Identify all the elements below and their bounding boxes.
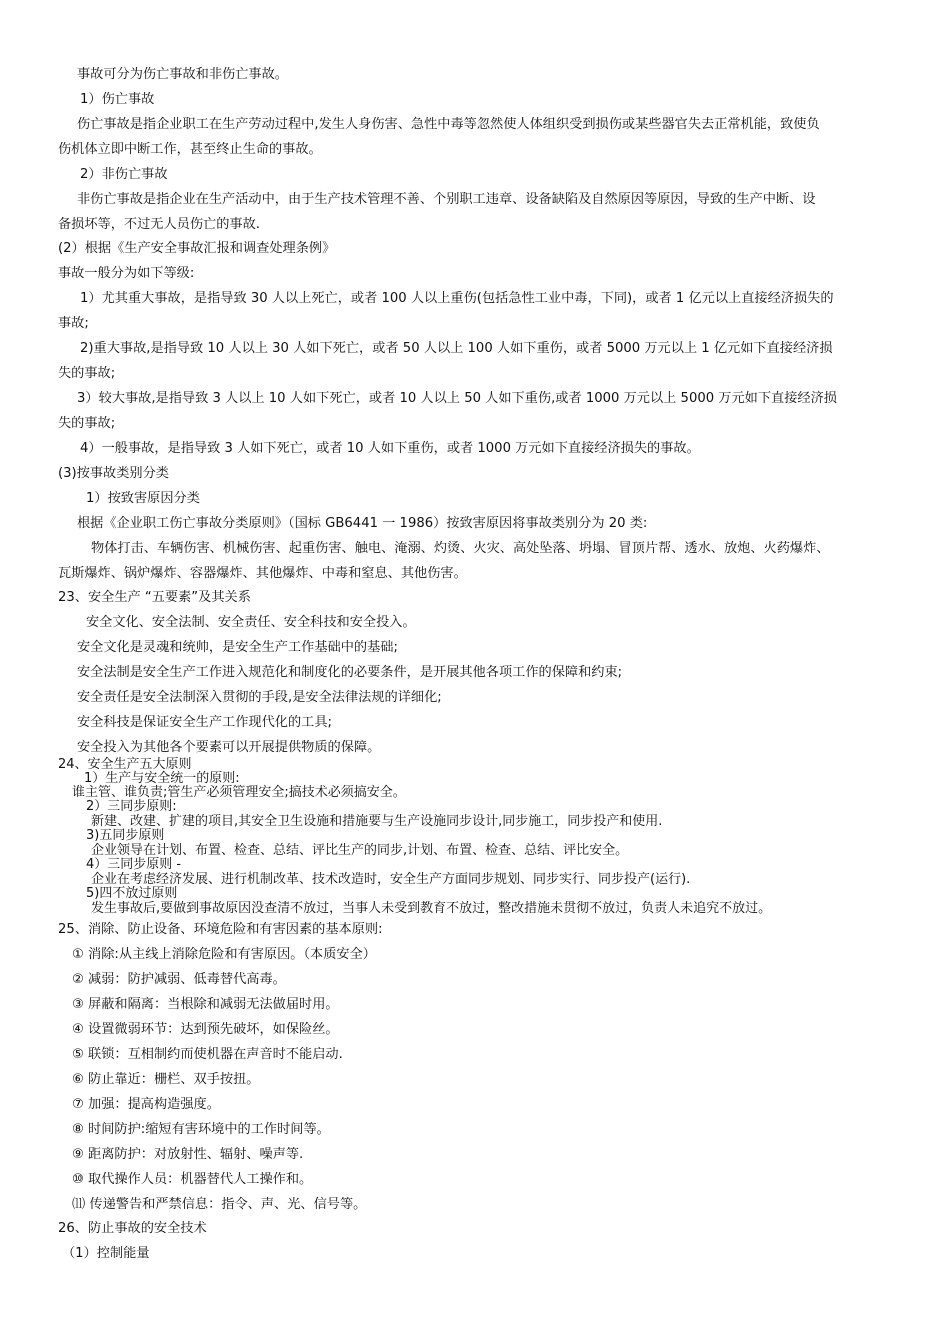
text-line: 物体打击、车辆伤害、机械伤害、起重伤害、触电、淹溺、灼烫、火灾、高处坠落、坍塌、冒顶片帮、透水、放炮、火药爆炸、 — [91, 541, 830, 556]
text-line: 5)四不放过原则 — [86, 886, 178, 901]
text-line: 根据《企业职工伤亡事故分类原则》（国标 GB6441 一 1986）按致害原因将事故类别分为 20 类: — [77, 516, 648, 531]
text-line: 伤机体立即中断工作，甚至终止生命的事故。 — [58, 142, 322, 157]
text-line: 26、防止事故的安全技术 — [58, 1221, 207, 1236]
text-line: 4）三同步原则 - — [86, 857, 182, 872]
text-line: ⑤ 联锁：互相制约而使机器在声音时不能启动. — [72, 1047, 343, 1062]
text-line: 安全文化是灵魂和统帅，是安全生产工作基础中的基础; — [77, 640, 398, 655]
text-line: 失的事故; — [58, 366, 116, 381]
text-line: 2)重大事故,是指导致 10 人以上 30 人如下死亡，或者 50 人以上 100 人如下重伤，或者 5000 万元以上 1 亿元如下直接经济损 — [80, 341, 833, 356]
text-line: 企业领导在计划、布置、检查、总结、评比生产的同步,计划、布置、检查、总结、评比安全。 — [91, 843, 629, 858]
text-line: 安全文化、安全法制、安全责任、安全科技和安全投入。 — [86, 615, 416, 630]
text-line: 瓦斯爆炸、锅炉爆炸、容器爆炸、其他爆炸、中毒和窒息、其他伤害。 — [58, 566, 467, 581]
text-line: 3)五同步原则 — [86, 828, 165, 843]
text-line: 1）按致害原因分类 — [86, 491, 200, 506]
text-line: （1）控制能量 — [62, 1246, 150, 1261]
text-line: 23、安全生产 “五要素”及其关系 — [58, 590, 251, 605]
text-line: 企业在考虑经济发展、进行机制改革、技术改造时，安全生产方面同步规划、同步实行、同步投产(运行). — [91, 872, 691, 887]
text-line: 发生事故后,要做到事故原因没查清不放过，当事人未受到教育不放过，整改措施未贯彻不放过，负责人未追究不放过。 — [91, 901, 772, 916]
text-line: (3)按事故类别分类 — [58, 466, 169, 481]
text-line: ⑦ 加强：提高构造强度。 — [72, 1097, 220, 1112]
text-line: 24、安全生产五大原则 — [58, 757, 192, 772]
text-line: ⑩ 取代操作人员：机器替代人工操作和。 — [72, 1172, 313, 1187]
text-line: 安全法制是安全生产工作进入规范化和制度化的必要条件，是开展其他各项工作的保障和约束; — [77, 665, 623, 680]
text-line: ④ 设置微弱环节：达到预先破坏，如保险丝。 — [72, 1022, 339, 1037]
text-line: 失的事故; — [58, 416, 116, 431]
text-line: 事故; — [58, 316, 89, 331]
text-line: 新建、改建、扩建的项目,其安全卫生设施和措施要与生产设施同步设计,同步施工，同步投产和使用. — [91, 814, 663, 829]
text-line: 1）生产与安全统一的原则: — [84, 771, 240, 786]
text-line: ⑥ 防止靠近：栅栏、双手按扭。 — [72, 1072, 260, 1087]
text-line: 安全投入为其他各个要素可以开展提供物质的保障。 — [77, 740, 381, 755]
text-line: 事故一般分为如下等级: — [58, 266, 195, 281]
text-line: ① 消除:从主线上消除危险和有害原因。（本质安全） — [72, 947, 376, 962]
text-line: ⑨ 距离防护：对放射性、辐射、噪声等. — [72, 1147, 304, 1162]
text-line: ⑧ 时间防护:缩短有害环境中的工作时间等。 — [72, 1122, 330, 1137]
text-line: 1）伤亡事故 — [80, 92, 155, 107]
text-line: 备损坏等，不过无人员伤亡的事故. — [58, 217, 261, 232]
text-line: ③ 屏蔽和隔离：当根除和减弱无法做届时用。 — [72, 997, 339, 1012]
text-line: 3）较大事故,是指导致 3 人以上 10 人如下死亡，或者 10 人以上 50 人如下重伤,或者 1000 万元以上 5000 万元如下直接经济损 — [77, 391, 837, 406]
text-line: ② 减弱：防护减弱、低毒替代高毒。 — [72, 972, 286, 987]
text-line: 25、消除、防止设备、环境危险和有害因素的基本原则: — [58, 922, 383, 937]
text-line: 1）尤其重大事故，是指导致 30 人以上死亡，或者 100 人以上重伤(包括急性工业中毒，下同)，或者 1 亿元以上直接经济损失的 — [80, 291, 834, 306]
text-line: 安全责任是安全法制深入贯彻的手段,是安全法律法规的详细化; — [77, 690, 442, 705]
text-line: 事故可分为伤亡事故和非伤亡事故。 — [77, 67, 288, 82]
text-line: (2）根据《生产安全事故汇报和调查处理条例》 — [58, 241, 336, 256]
text-line: 4）一般事故，是指导致 3 人如下死亡，或者 10 人如下重伤，或者 1000 万元如下直接经济损失的事故。 — [80, 441, 700, 456]
text-line: 安全科技是保证安全生产工作现代化的工具; — [77, 715, 333, 730]
text-line: 非伤亡事故是指企业在生产活动中，由于生产技术管理不善、个别职工违章、设备缺陷及自然原因等原因，导致的生产中断、设 — [77, 192, 816, 207]
text-line: ⑾ 传递警告和严禁信息：指令、声、光、信号等。 — [72, 1197, 367, 1212]
text-line: 2）三同步原则: — [86, 799, 177, 814]
text-line: 2）非伤亡事故 — [80, 167, 168, 182]
text-line: 伤亡事故是指企业职工在生产劳动过程中,发生人身伤害、急性中毒等忽然使人体组织受到损伤或某些器官失去正常机能，致使负 — [77, 117, 820, 132]
text-line: 谁主管、谁负责;管生产必须管理安全;搞技术必须搞安全。 — [72, 785, 406, 800]
